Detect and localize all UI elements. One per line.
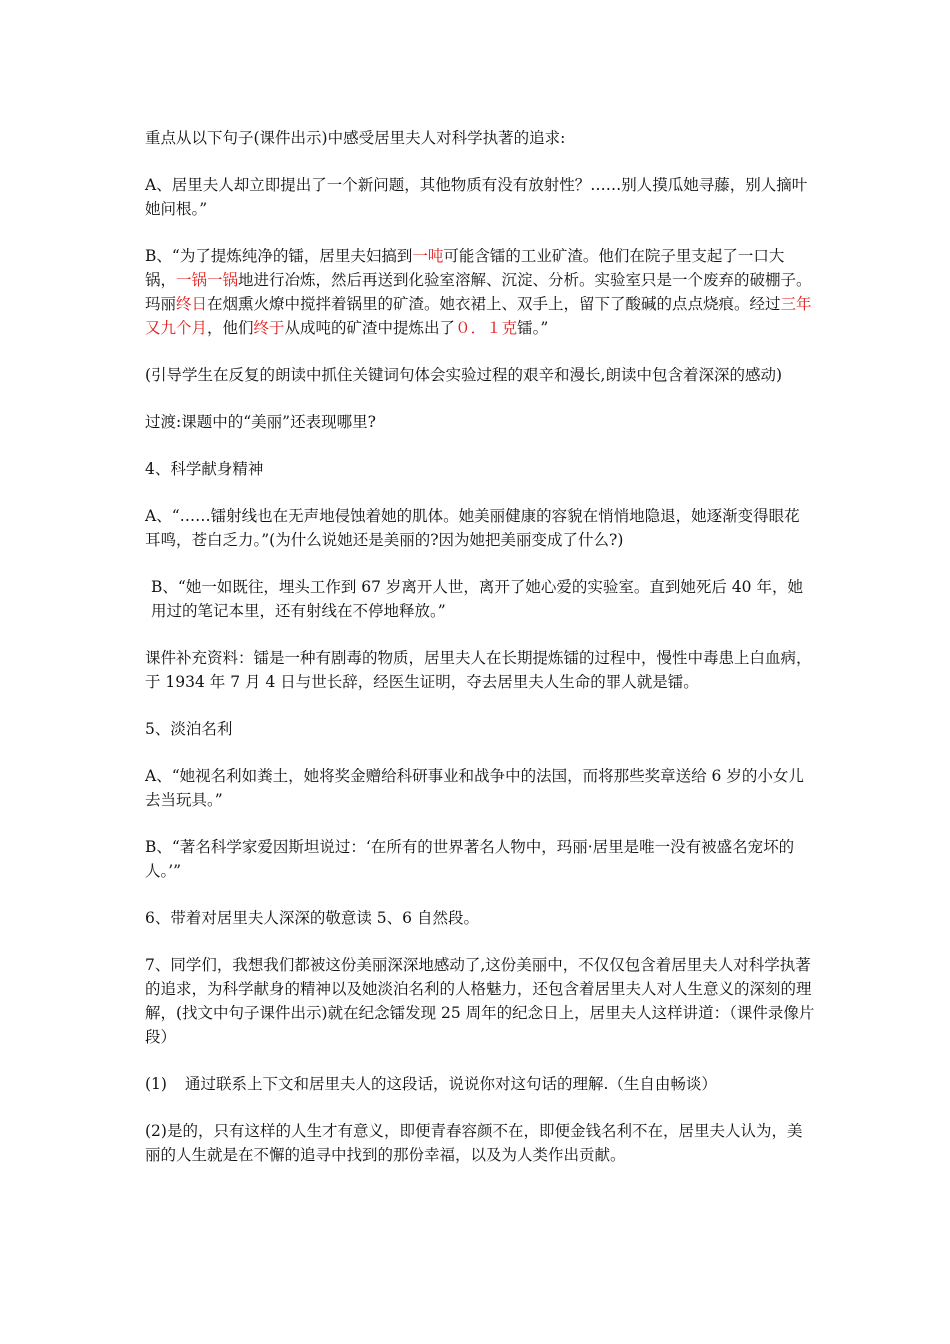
highlight-text: 终于 <box>253 319 285 337</box>
paragraph-summary: 7、同学们，我想我们都被这份美丽深深地感动了,这份美丽中，不仅仅包含着居里夫人对科学执著的追求，为科学献身的精神以及她淡泊名利的人格魅力，还包含着居里夫人对人生意义的深刻的理解，(找文中句子课件出示)就在纪念镭发现 25 周年的纪念日上，居里夫人这样讲道：（课件录像片段） <box>145 956 815 1046</box>
highlight-text: 终日 <box>176 295 208 313</box>
section-heading-dedication: 4、科学献身精神 <box>145 460 264 478</box>
paragraph-item-2: (2)是的，只有这样的人生才有意义，即便青春容颜不在，即便金钱名利不在，居里夫人认为，美丽的人生就是在不懈的追寻中找到的那份幸福，以及为人类作出贡献。 <box>145 1122 803 1164</box>
document-body <box>145 126 815 1190</box>
paragraph-transition: 过渡:课题中的“美丽”还表现哪里? <box>145 413 376 431</box>
text-segment: 地进行冶炼，然后再送到化验室溶解、沉淀、分析。实验室只是一个废弃的破棚子。玛丽 <box>145 271 812 313</box>
section-heading-indifference-to-fame: 5、淡泊名利 <box>145 720 233 738</box>
paragraph-item-1 <box>145 1072 815 1096</box>
paragraph-intro: 重点从以下句子(课件出示)中感受居里夫人对科学执著的追求: <box>145 129 566 147</box>
highlight-text: 三年又九个月 <box>145 295 812 337</box>
paragraph-supplement: 课件补充资料：镭是一种有剧毒的物质，居里夫人在长期提炼镭的过程中，慢性中毒患上白血病，于 1934 年 7 月 4 日与世长辞，经医生证明，夺去居里夫人生命的罪人就是镭。 <box>145 649 812 691</box>
highlight-text: 一吨 <box>412 247 444 265</box>
paragraph-quote-b: B、“她一如既往，埋头工作到 67 岁离开人世，离开了她心爱的实验室。直到她死后 40 年，她用过的笔记本里，还有射线在不停地释放。” <box>151 578 803 620</box>
paragraph-reading-task: 6、带着对居里夫人深深的敬意读 5、6 自然段。 <box>145 909 479 927</box>
paragraph-quote-b: B、“著名科学家爱因斯坦说过：‘在所有的世界著名人物中，玛丽·居里是唯一没有被盛名宠坏的人。’” <box>145 838 795 880</box>
paragraph-quote-a: A、“她视名利如粪土，她将奖金赠给科研事业和战争中的法国，而将那些奖章送给 6 岁的小女儿去当玩具。” <box>145 767 804 809</box>
highlight-text: 一锅一锅 <box>176 271 239 289</box>
text-segment: 在烟熏火燎中搅拌着锅里的矿渣。她衣裙上、双手上，留下了酸碱的点点烧痕。经过 <box>207 295 781 313</box>
text-segment: ，他们 <box>207 319 254 337</box>
item-text: 通过联系上下文和居里夫人的这段话，说说你对这句话的理解.（生自由畅谈） <box>185 1075 717 1093</box>
text-segment: 镭。” <box>517 319 549 337</box>
item-number: (1) <box>145 1075 167 1093</box>
text-segment: 可能含镭的工业矿渣。他们在院子里支起了一口大锅， <box>145 247 785 289</box>
paragraph-quote-a: A、居里夫人却立即提出了一个新问题，其他物质有没有放射性？……别人摸瓜她寻藤，别人摘叶她问根。” <box>145 176 808 218</box>
paragraph-quote-b <box>145 244 815 340</box>
paragraph-guidance: (引导学生在反复的朗读中抓住关键词句体会实验过程的艰辛和漫长,朗读中包含着深深的感动) <box>145 366 783 384</box>
text-segment: B、“为了提炼纯净的镭，居里夫妇搞到 <box>145 247 413 265</box>
paragraph-quote-a: A、“……镭射线也在无声地侵蚀着她的肌体。她美丽健康的容貌在悄悄地隐退，她逐渐变得眼花耳鸣，苍白乏力。”(为什么说她还是美丽的?因为她把美丽变成了什么?) <box>145 507 800 549</box>
text-segment: 从成吨的矿渣中提炼出了 <box>284 319 456 337</box>
highlight-text: ０．１克 <box>455 319 518 337</box>
